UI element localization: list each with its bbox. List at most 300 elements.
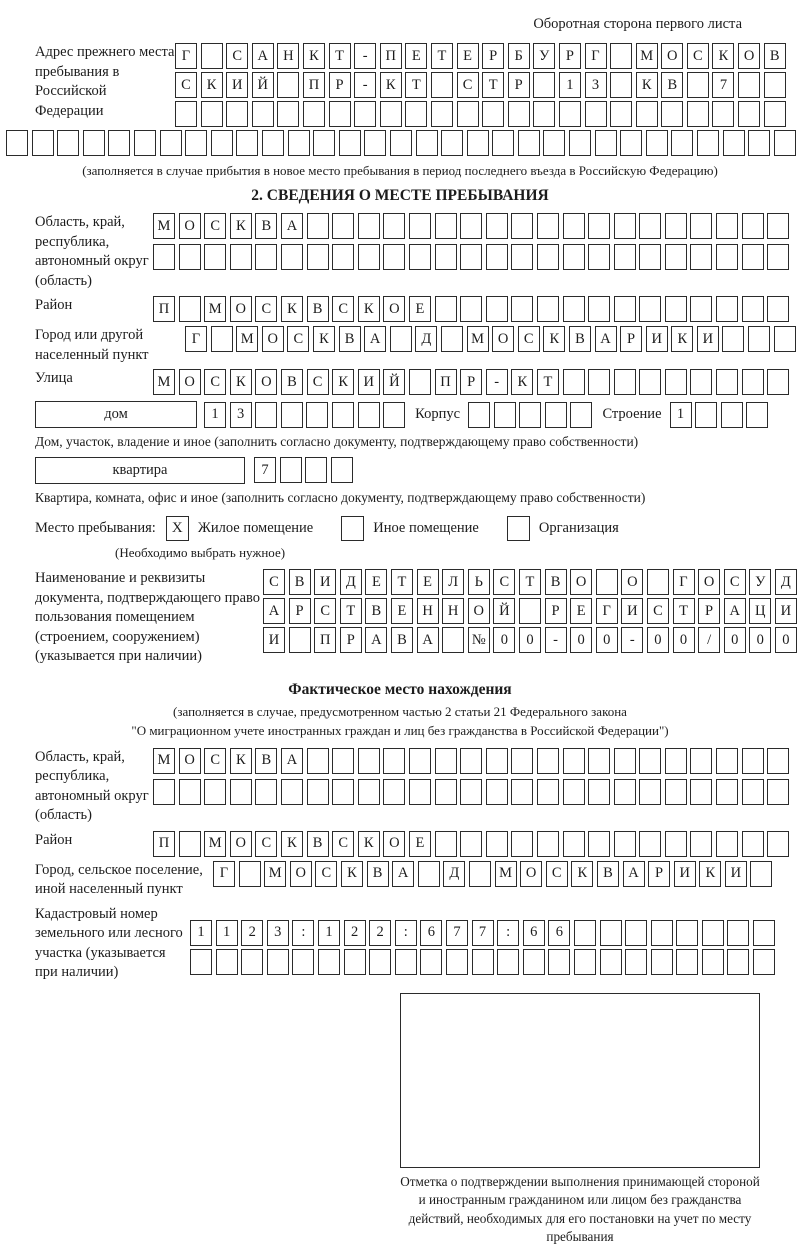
char-box (639, 369, 661, 395)
char-box: С (518, 326, 540, 352)
char-box (486, 213, 508, 239)
char-box (281, 402, 303, 428)
char-box (702, 920, 724, 946)
char-box (435, 831, 457, 857)
char-box (395, 949, 417, 975)
char-box: А (252, 43, 274, 69)
char-box (651, 920, 673, 946)
city-row (185, 326, 796, 352)
char-box (716, 244, 738, 270)
char-box (690, 831, 712, 857)
char-box: 1 (204, 402, 226, 428)
char-box: 1 (559, 72, 581, 98)
char-box (746, 402, 768, 428)
char-box: В (569, 326, 591, 352)
char-box (494, 402, 516, 428)
char-box (690, 748, 712, 774)
char-box: : (292, 920, 314, 946)
char-box: А (595, 326, 617, 352)
char-box: Г (673, 569, 695, 595)
char-box: А (724, 598, 746, 624)
char-box: С (493, 569, 515, 595)
actual-region-row-1 (153, 748, 789, 774)
char-box: С (307, 369, 329, 395)
stay-type-note: (Необходимо выбрать нужное) (115, 545, 286, 560)
char-box: С (546, 861, 568, 887)
char-box (383, 748, 405, 774)
char-box: О (621, 569, 643, 595)
char-box (639, 244, 661, 270)
char-box (721, 402, 743, 428)
char-box (690, 296, 712, 322)
char-box: 1 (216, 920, 238, 946)
char-box: К (671, 326, 693, 352)
stamp-caption: Отметка о подтверждении выполнения принимающей стороной и иностранным гражданином или лицом без гражданства действий, необходимых для его постановки на учет по месту пребывания (400, 1173, 760, 1244)
char-box (57, 130, 79, 156)
char-box: 6 (523, 920, 545, 946)
char-box (364, 130, 386, 156)
char-box (460, 296, 482, 322)
char-box: Ц (749, 598, 771, 624)
char-box (329, 101, 351, 127)
char-box (179, 779, 201, 805)
char-box: К (571, 861, 593, 887)
char-box: Й (383, 369, 405, 395)
char-box (651, 949, 673, 975)
char-box (695, 402, 717, 428)
char-box (665, 748, 687, 774)
char-box: О (179, 369, 201, 395)
prev-address-row-2 (175, 72, 786, 98)
char-box (716, 831, 738, 857)
char-box: Р (329, 72, 351, 98)
char-box (457, 101, 479, 127)
char-box (280, 457, 302, 483)
char-box (409, 748, 431, 774)
char-box (318, 949, 340, 975)
region-row-1 (153, 213, 789, 239)
char-box: Д (443, 861, 465, 887)
char-box: П (153, 831, 175, 857)
char-box: Т (405, 72, 427, 98)
char-box (511, 779, 533, 805)
char-box (292, 949, 314, 975)
char-box: О (179, 748, 201, 774)
char-box: : (497, 920, 519, 946)
char-box (665, 213, 687, 239)
char-box: Р (289, 598, 311, 624)
char-box: В (307, 831, 329, 857)
char-box (332, 213, 354, 239)
char-box: О (262, 326, 284, 352)
char-box (690, 369, 712, 395)
char-box (201, 101, 223, 127)
char-box: С (647, 598, 669, 624)
district-label: Район (35, 297, 73, 313)
char-box (277, 72, 299, 98)
char-box: К (358, 831, 380, 857)
char-box (486, 831, 508, 857)
char-box (574, 920, 596, 946)
char-box (307, 748, 329, 774)
char-box (620, 130, 642, 156)
char-box: Р (508, 72, 530, 98)
char-box (486, 296, 508, 322)
char-box (767, 213, 789, 239)
char-box: 0 (724, 627, 746, 653)
char-box: 7 (472, 920, 494, 946)
char-box: О (383, 831, 405, 857)
actual-district-row (153, 831, 789, 857)
region-label: Область, край, республика, автономный округ (область) (35, 214, 149, 289)
actual-city-label: Город, сельское поселение, иной населенный пункт (35, 861, 203, 897)
char-box (383, 213, 405, 239)
char-box (563, 748, 585, 774)
char-box (519, 402, 541, 428)
char-box: О (290, 861, 312, 887)
char-box: С (687, 43, 709, 69)
char-box: Р (482, 43, 504, 69)
char-box: 0 (596, 627, 618, 653)
char-box (486, 748, 508, 774)
char-box: М (153, 369, 175, 395)
char-box (537, 244, 559, 270)
char-box: И (314, 569, 336, 595)
char-box (358, 213, 380, 239)
char-box (303, 101, 325, 127)
house-widebox: дом (35, 401, 197, 428)
char-box (281, 244, 303, 270)
char-box: К (699, 861, 721, 887)
char-box (211, 130, 233, 156)
char-box: 1 (318, 920, 340, 946)
char-box (574, 949, 596, 975)
char-box: 3 (267, 920, 289, 946)
char-box (32, 130, 54, 156)
char-box (460, 213, 482, 239)
checkbox-organizaciya (507, 516, 530, 541)
char-box: Н (417, 598, 439, 624)
char-box: В (545, 569, 567, 595)
char-box (742, 296, 764, 322)
char-box: И (674, 861, 696, 887)
char-box (332, 402, 354, 428)
char-box: М (204, 296, 226, 322)
char-box (595, 130, 617, 156)
char-box (431, 101, 453, 127)
char-box (537, 779, 559, 805)
char-box: П (314, 627, 336, 653)
char-box: № (468, 627, 490, 653)
char-box (687, 101, 709, 127)
prev-address-note: (заполняется в случае прибытия в новое место пребывания в период последнего въезда в Российскую Федерацию) (82, 163, 718, 178)
char-box (716, 779, 738, 805)
region-rows (153, 213, 789, 270)
char-box (774, 326, 796, 352)
stay-option-zhiloe-label: Жилое помещение (197, 520, 314, 536)
char-box (690, 213, 712, 239)
char-box (647, 569, 669, 595)
char-box (690, 779, 712, 805)
char-box (625, 920, 647, 946)
char-box (588, 296, 610, 322)
char-box: Е (417, 569, 439, 595)
char-box (469, 861, 491, 887)
char-box: П (303, 72, 325, 98)
char-box: С (724, 569, 746, 595)
char-box: С (204, 748, 226, 774)
stroenie-label: Строение (602, 406, 662, 422)
char-box: М (236, 326, 258, 352)
char-box: С (204, 369, 226, 395)
char-box (665, 296, 687, 322)
char-box: - (545, 627, 567, 653)
char-box (614, 748, 636, 774)
actual-region-row-2 (153, 779, 789, 805)
char-box: Е (409, 831, 431, 857)
char-box (486, 244, 508, 270)
char-box (636, 101, 658, 127)
char-box (570, 402, 592, 428)
char-box (543, 130, 565, 156)
prev-address-row-3 (175, 101, 786, 127)
document-row-2 (263, 598, 797, 624)
char-box: Р (620, 326, 642, 352)
char-box: А (281, 748, 303, 774)
char-box: М (467, 326, 489, 352)
char-box (588, 369, 610, 395)
char-box: : (395, 920, 417, 946)
apartment-note: Квартира, комната, офис и иное (заполнить согласно документу, подтверждающему право собственности) (35, 489, 646, 505)
char-box: В (281, 369, 303, 395)
char-box (596, 569, 618, 595)
char-box (435, 779, 457, 805)
char-box (767, 296, 789, 322)
char-box (639, 296, 661, 322)
char-box: К (712, 43, 734, 69)
char-box (676, 920, 698, 946)
char-box (216, 949, 238, 975)
char-box: К (230, 748, 252, 774)
char-box (134, 130, 156, 156)
char-box (230, 244, 252, 270)
char-box (588, 213, 610, 239)
char-box: Г (175, 43, 197, 69)
char-box (545, 402, 567, 428)
char-box: 0 (749, 627, 771, 653)
char-box: - (354, 72, 376, 98)
char-box: К (201, 72, 223, 98)
char-box: В (339, 326, 361, 352)
char-box: В (391, 627, 413, 653)
char-box: О (230, 296, 252, 322)
char-box (239, 861, 261, 887)
char-box: К (511, 369, 533, 395)
char-box (727, 949, 749, 975)
char-box: 6 (420, 920, 442, 946)
char-box (702, 949, 724, 975)
char-box: С (226, 43, 248, 69)
char-box (742, 369, 764, 395)
char-box (537, 748, 559, 774)
char-box: И (358, 369, 380, 395)
char-box: К (332, 369, 354, 395)
char-box: П (153, 296, 175, 322)
apartment-row (35, 457, 800, 484)
char-box (204, 779, 226, 805)
stroenie-cells (670, 402, 769, 428)
cadastral-label: Кадастровый номер земельного или лесного участка (указывается при наличии) (35, 905, 183, 980)
char-box (255, 402, 277, 428)
char-box: Е (405, 43, 427, 69)
char-box (523, 949, 545, 975)
city-label: Город или другой населенный пункт (35, 327, 149, 363)
char-box (588, 779, 610, 805)
char-box (665, 831, 687, 857)
char-box: Т (431, 43, 453, 69)
document-row-3 (263, 627, 797, 653)
char-box (563, 369, 585, 395)
char-box: Г (213, 861, 235, 887)
char-box: Р (698, 598, 720, 624)
char-box (6, 130, 28, 156)
char-box (625, 949, 647, 975)
document-block (0, 569, 800, 667)
char-box (289, 627, 311, 653)
prev-address-row-4 (6, 130, 800, 156)
cadastral-block (0, 905, 800, 983)
char-box: С (204, 213, 226, 239)
char-box: О (383, 296, 405, 322)
char-box (716, 748, 738, 774)
actual-location-note-1: (заполняется в случае, предусмотренном частью 2 статьи 21 Федерального закона (173, 703, 627, 719)
char-box (563, 244, 585, 270)
char-box (614, 244, 636, 270)
stay-option-inoe-label: Иное помещение (373, 520, 479, 536)
stamp-box (400, 993, 760, 1168)
char-box (753, 920, 775, 946)
char-box: 3 (230, 402, 252, 428)
char-box (748, 326, 770, 352)
char-box (409, 213, 431, 239)
char-box (331, 457, 353, 483)
char-box: Т (482, 72, 504, 98)
char-box: Г (585, 43, 607, 69)
char-box: Д (775, 569, 797, 595)
char-box: В (289, 569, 311, 595)
char-box (614, 779, 636, 805)
prev-address-row-1 (175, 43, 786, 69)
char-box (460, 748, 482, 774)
char-box: О (230, 831, 252, 857)
char-box: 0 (493, 627, 515, 653)
char-box: М (264, 861, 286, 887)
char-box (241, 949, 263, 975)
char-box (533, 72, 555, 98)
char-box: О (698, 569, 720, 595)
char-box (409, 369, 431, 395)
char-box: И (263, 627, 285, 653)
korpus-label: Корпус (415, 406, 461, 422)
char-box: Т (519, 569, 541, 595)
char-box (486, 779, 508, 805)
char-box: В (365, 598, 387, 624)
char-box (460, 831, 482, 857)
char-box (646, 130, 668, 156)
char-box: К (636, 72, 658, 98)
checkbox-inoe (341, 516, 364, 541)
char-box (179, 831, 201, 857)
char-box: О (179, 213, 201, 239)
actual-district-label: Район (35, 831, 73, 848)
char-box (753, 949, 775, 975)
char-box: О (520, 861, 542, 887)
char-box (600, 920, 622, 946)
char-box: Т (329, 43, 351, 69)
char-box: К (303, 43, 325, 69)
apartment-cells (254, 457, 353, 483)
char-box: В (661, 72, 683, 98)
char-box (383, 402, 405, 428)
actual-region-block (0, 748, 800, 826)
char-box (716, 296, 738, 322)
char-box (588, 244, 610, 270)
char-box: А (365, 627, 387, 653)
region-block (0, 213, 800, 291)
char-box (748, 130, 770, 156)
char-box (559, 101, 581, 127)
char-box: 0 (519, 627, 541, 653)
actual-location-note-2: "О миграционном учете иностранных граждан и лиц без гражданства в Российской Федерации") (131, 722, 669, 738)
char-box (211, 326, 233, 352)
char-box (537, 296, 559, 322)
char-box (446, 949, 468, 975)
char-box (563, 296, 585, 322)
char-box (742, 748, 764, 774)
char-box (153, 244, 175, 270)
char-box: Р (545, 598, 567, 624)
char-box (665, 369, 687, 395)
char-box: О (468, 598, 490, 624)
char-box: К (543, 326, 565, 352)
page-side-note: Оборотная сторона первого листа (533, 16, 742, 32)
region-row-2 (153, 244, 789, 270)
char-box (767, 831, 789, 857)
char-box (497, 949, 519, 975)
char-box (358, 779, 380, 805)
char-box (468, 402, 490, 428)
char-box: Р (559, 43, 581, 69)
char-box: 3 (585, 72, 607, 98)
char-box (569, 130, 591, 156)
char-box: 1 (190, 920, 212, 946)
char-box (236, 130, 258, 156)
actual-location-title: Фактическое место нахождения (288, 680, 512, 698)
char-box: А (263, 598, 285, 624)
char-box: И (725, 861, 747, 887)
char-box: 7 (254, 457, 276, 483)
char-box (537, 831, 559, 857)
char-box (306, 402, 328, 428)
char-box: К (281, 831, 303, 857)
char-box: М (153, 748, 175, 774)
char-box: И (697, 326, 719, 352)
char-box (175, 101, 197, 127)
char-box: Р (340, 627, 362, 653)
char-box: С (457, 72, 479, 98)
char-box (742, 244, 764, 270)
char-box (722, 326, 744, 352)
